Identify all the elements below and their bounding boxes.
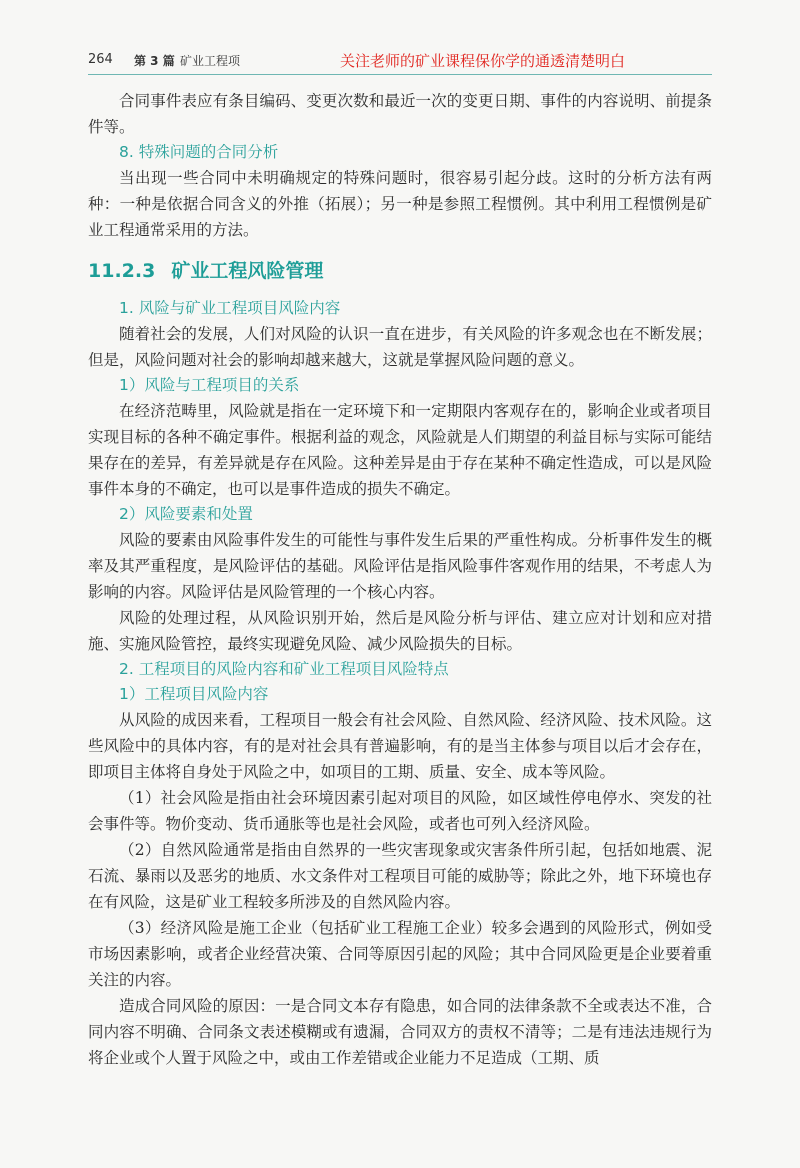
paragraph: （1）社会风险是指由社会环境因素引起对项目的风险，如区域性停电停水、突发的社会事件等。物价变动、货币通胀等也是社会风险，或者也可列入经济风险。 [88, 789, 712, 833]
section-number: 11.2.3 [88, 260, 156, 282]
paragraph: 随着社会的发展，人们对风险的认识一直在进步，有关风险的许多观念也在不断发展；但是，风险问题对社会的影响却越来越大，这就是掌握风险问题的意义。 [88, 325, 712, 369]
subheading: 1）风险与工程项目的关系 [119, 376, 300, 394]
paragraph: （3）经济风险是施工企业（包括矿业工程施工企业）较多会遇到的风险形式，例如受市场因素影响，或者企业经营决策、合同等原因引起的风险；其中合同风险更是企业要着重关注的内容。 [88, 919, 712, 989]
paragraph: 在经济范畴里，风险就是指在一定环境下和一定期限内客观存在的，影响企业或者项目实现目标的各种不确定事件。根据利益的观念，风险就是人们期望的利益目标与实际可能结果存在的差异，有差异就是存在风险。这种差异是由于存在某种不确定性造成，可以是风险事件本身的不确定，也可以是事件造成的损失不确定。 [88, 402, 712, 498]
section-heading [88, 258, 712, 284]
subheading: 2. 工程项目的风险内容和矿业工程项目风险特点 [119, 660, 449, 678]
paragraph: 风险的要素由风险事件发生的可能性与事件发生后果的严重性构成。分析事件发生的概率及其严重程度，是风险评估的基础。风险评估是指风险事件客观作用的结果，不考虑人为影响的内容。风险评估是风险管理的一个核心内容。 [88, 531, 712, 601]
paragraph: （2）自然风险通常是指由自然界的一些灾害现象或灾害条件所引起，包括如地震、泥石流、暴雨以及恶劣的地质、水文条件对工程项目可能的威胁等；除此之外，地下环境也存在有风险，这是矿业工程较多所涉及的自然风险内容。 [88, 841, 712, 911]
running-title: 矿业工程项 [180, 54, 241, 68]
page-header [88, 50, 712, 75]
subheading: 2）风险要素和处置 [119, 505, 253, 523]
paragraph: 造成合同风险的原因：一是合同文本存有隐患，如合同的法律条款不全或表达不准，合同内容不明确、合同条文表述模糊或有遗漏，合同双方的责权不清等；二是有违法违规行为将企业或个人置于风险之中，或由工作差错或企业能力不足造成（工期、质 [88, 997, 712, 1067]
paragraph: 风险的处理过程，从风险识别开始，然后是风险分析与评估、建立应对计划和应对措施、实施风险管控，最终实现避免风险、减少风险损失的目标。 [88, 609, 712, 653]
watermark-text: 关注老师的矿业课程保你学的通透清楚明白 [340, 52, 626, 70]
part-label: 第 3 篇 [134, 54, 175, 68]
paragraph: 从风险的成因来看，工程项目一般会有社会风险、自然风险、经济风险、技术风险。这些风险中的具体内容，有的是对社会具有普遍影响，有的是当主体参与项目以后才会存在，即项目主体将自身处于风险之中，如项目的工期、质量、安全、成本等风险。 [88, 711, 712, 781]
section-title: 矿业工程风险管理 [171, 260, 324, 282]
subheading: 1）工程项目风险内容 [119, 685, 269, 703]
page-content [88, 88, 712, 1071]
page-number: 264 [88, 52, 113, 67]
paragraph: 合同事件表应有条目编码、变更次数和最近一次的变更日期、事件的内容说明、前提条件等。 [88, 92, 712, 136]
subheading: 1. 风险与矿业工程项目风险内容 [119, 299, 341, 317]
subheading: 8. 特殊问题的合同分析 [119, 143, 279, 161]
paragraph: 当出现一些合同中未明确规定的特殊问题时，很容易引起分歧。这时的分析方法有两种：一种是依据合同含义的外推（拓展）；另一种是参照工程惯例。其中利用工程惯例是矿业工程通常采用的方法。 [88, 169, 712, 239]
